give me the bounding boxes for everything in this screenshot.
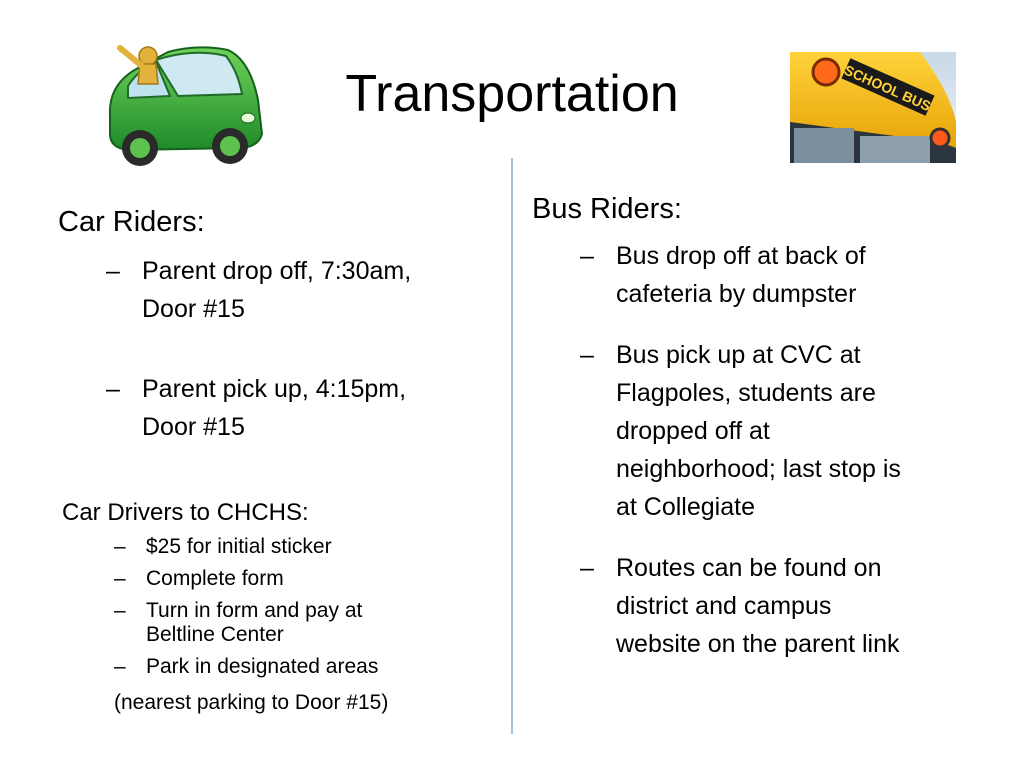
list-item: [114, 567, 494, 591]
list-item-text: cafeteria by dumpster: [616, 280, 857, 308]
list-item-text: Bus pick up at CVC at: [616, 341, 861, 369]
school-bus-image: [790, 52, 956, 163]
list-item: [106, 370, 486, 446]
list-item-text: Routes can be found on: [616, 554, 882, 582]
list-item: [114, 535, 494, 559]
dash-bullet: –: [106, 257, 120, 285]
list-item: [580, 549, 1000, 663]
car-drivers-heading: Car Drivers to CHCHS:: [62, 499, 309, 526]
list-item-text: $25 for initial sticker: [146, 535, 332, 558]
list-item-text: at Collegiate: [616, 493, 755, 521]
list-item-text: Door #15: [142, 413, 245, 441]
dash-bullet: –: [114, 655, 126, 678]
list-item-text: dropped off at: [616, 417, 770, 445]
list-item-text: district and campus: [616, 592, 832, 620]
list-item-text: Turn in form and pay at: [146, 599, 363, 622]
list-item: [580, 336, 1000, 526]
list-item: [580, 237, 1000, 313]
dash-bullet: –: [114, 567, 126, 590]
green-car-image: [98, 38, 268, 172]
list-item-text: Parent pick up, 4:15pm,: [142, 375, 407, 403]
list-item-text: neighborhood; last stop is: [616, 455, 901, 483]
list-item: [114, 655, 494, 679]
dash-bullet: –: [580, 554, 594, 582]
bus-riders-heading: Bus Riders:: [532, 193, 682, 225]
list-item-text: website on the parent link: [616, 630, 900, 658]
car-drivers-list: [114, 535, 494, 687]
bus-sign-text: SCHOOL BUS: [841, 61, 934, 115]
column-divider: [511, 158, 513, 734]
list-item: [114, 599, 494, 647]
dash-bullet: –: [114, 535, 126, 558]
list-item: [106, 252, 486, 328]
slide-title: Transportation: [345, 65, 679, 123]
dash-bullet: –: [580, 242, 594, 270]
dash-bullet: –: [114, 599, 126, 622]
list-item-text: Door #15: [142, 295, 245, 323]
car-riders-list: [106, 252, 486, 446]
list-item-text: Complete form: [146, 567, 284, 590]
list-item-text: Park in designated areas: [146, 655, 379, 678]
dash-bullet: –: [106, 375, 120, 403]
list-item-text: Beltline Center: [146, 623, 284, 646]
list-item-text: Parent drop off, 7:30am,: [142, 257, 412, 285]
dash-bullet: –: [580, 341, 594, 369]
car-riders-heading: Car Riders:: [58, 206, 205, 238]
list-item-text: Flagpoles, students are: [616, 379, 876, 407]
bus-riders-list: [580, 237, 1000, 663]
parking-note: (nearest parking to Door #15): [114, 691, 389, 714]
list-item-text: Bus drop off at back of: [616, 242, 866, 270]
